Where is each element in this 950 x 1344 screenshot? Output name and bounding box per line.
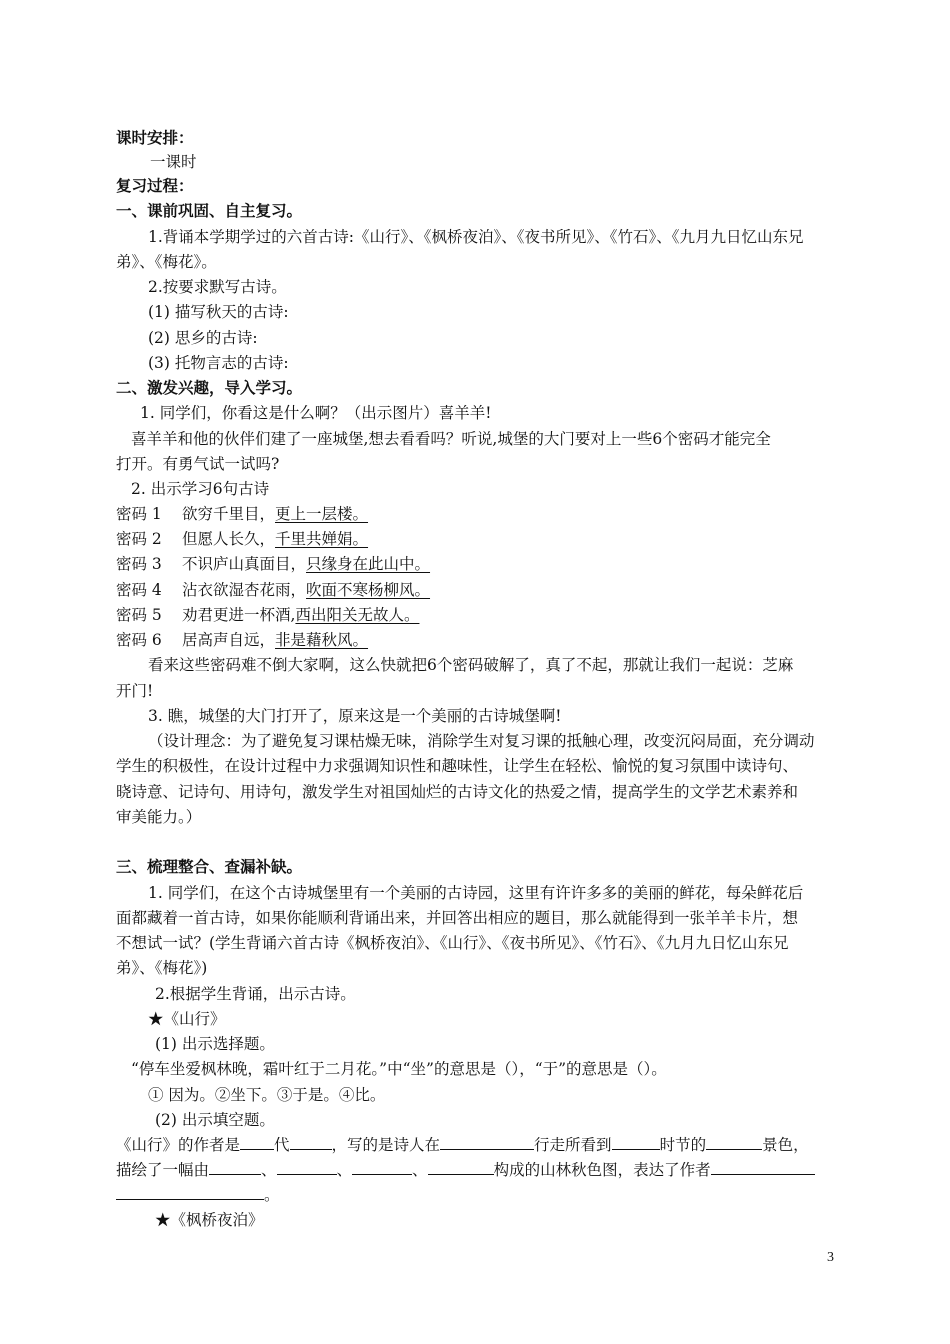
- password-row: [116, 553, 430, 575]
- s2-item3: 3. 瞧，城堡的大门打开了，原来这是一个美丽的古诗城堡啊!: [148, 707, 562, 725]
- blank-season[interactable]: [612, 1134, 660, 1150]
- fill-text: 时节的: [659, 1136, 707, 1154]
- poem-title-shanxing: ★《山行》: [148, 1010, 226, 1028]
- design-note-line2: 学生的积极性，在设计过程中力求强调知识性和趣味性，让学生在轻松、愉悦的复习氛围中读诗句、: [116, 757, 799, 775]
- blank-element[interactable]: [352, 1159, 412, 1175]
- blank-dynasty[interactable]: [240, 1134, 274, 1150]
- s3-p1-line1: 1. 同学们，在这个古诗城堡里有一个美丽的古诗园，这里有许许多多的美丽的鲜花，每朵鲜花后: [148, 884, 804, 902]
- design-note-line4: 审美能力。）: [116, 808, 202, 826]
- s1-sub2: (2) 思乡的古诗:: [148, 329, 258, 347]
- page-number: 3: [827, 1250, 834, 1265]
- q1-text: “停车坐爱枫林晚，霜叶红于二月花。”中“坐”的意思是（），“于”的意思是（）。: [131, 1060, 667, 1078]
- process-heading: 复习过程：: [116, 176, 194, 195]
- fill-text: 代: [274, 1136, 290, 1154]
- password-label: 密码 1: [116, 505, 162, 523]
- fill-text: 构成的山林秋色图，表达了作者: [493, 1161, 711, 1179]
- blank-element[interactable]: [428, 1159, 494, 1175]
- password-row: [116, 503, 368, 525]
- s3-p1-line4: 弟》、《梅花》): [116, 959, 208, 977]
- section-1-title: 一、课前巩固、自主复习。: [116, 201, 303, 220]
- password-label: 密码 2: [116, 530, 162, 548]
- fill-text: 。: [264, 1186, 280, 1204]
- blank-scenery[interactable]: [706, 1134, 762, 1150]
- fill-blank-line1: [116, 1134, 809, 1156]
- s1-sub1: (1) 描写秋天的古诗:: [148, 303, 289, 321]
- password-answer: 更上一层楼。: [275, 505, 369, 523]
- s2-para-line1: 喜羊羊和他的伙伴们建了一座城堡,想去看看吗？听说,城堡的大门要对上一些6个密码才能完全: [131, 430, 771, 448]
- fill-text: 《山行》的作者是: [116, 1136, 241, 1154]
- fill-blank-line3: [116, 1184, 280, 1206]
- password-first-line: 劝君更进一杯酒,: [182, 606, 296, 624]
- blank-author[interactable]: [290, 1134, 332, 1150]
- fill-text: 行走所看到: [534, 1136, 612, 1154]
- schedule-value: 一课时: [150, 153, 197, 171]
- fill-text: 描绘了一幅由: [116, 1161, 210, 1179]
- design-note-line1: （设计理念：为了避免复习课枯燥无味，消除学生对复习课的抵触心理，改变沉闷局面，充分调动: [148, 732, 815, 750]
- section-2-title: 二、激发兴趣，导入学习。: [116, 378, 303, 397]
- fill-text: 、: [336, 1161, 353, 1179]
- blank-place[interactable]: [440, 1134, 534, 1150]
- blank-feeling-continued[interactable]: [116, 1184, 264, 1200]
- s3-p1-line3: 不想试一试？(学生背诵六首古诗《枫桥夜泊》、《山行》、《夜书所见》、《竹石》、《九月九日忆山东兄: [116, 934, 789, 952]
- password-answer: 吹面不寒杨柳风。: [306, 581, 431, 599]
- poem-title-fengqiao: ★《枫桥夜泊》: [155, 1211, 264, 1229]
- fill-text: 景色，: [762, 1136, 809, 1154]
- password-label: 密码 5: [116, 606, 162, 624]
- blank-feeling[interactable]: [711, 1159, 815, 1175]
- schedule-heading: 课时安排：: [116, 128, 194, 147]
- password-row: [116, 629, 368, 651]
- password-label: 密码 4: [116, 581, 162, 599]
- s2-para-line2: 打开。有勇气试一试吗?: [116, 455, 280, 473]
- fill-text: ，写的是诗人在: [331, 1136, 441, 1154]
- password-answer: 西出阳关无故人。: [295, 606, 420, 624]
- password-row: [116, 579, 430, 601]
- s1-item2: 2.按要求默写古诗。: [148, 278, 287, 296]
- password-first-line: 沾衣欲湿杏花雨，: [182, 581, 307, 599]
- s2-after-line1: 看来这些密码难不倒大家啊，这么快就把6个密码破解了，真了不起，那就让我们一起说：芝麻: [148, 656, 794, 674]
- password-first-line: 欲穷千里目，: [182, 505, 276, 523]
- password-answer: 非是藉秋风。: [275, 631, 369, 649]
- s3-p1-line2: 面都藏着一首古诗，如果你能顺利背诵出来，并回答出相应的题目，那么就能得到一张羊羊卡片，想: [116, 909, 799, 927]
- password-first-line: 居高声自远，: [182, 631, 276, 649]
- password-row: [116, 528, 368, 550]
- blank-element[interactable]: [209, 1159, 261, 1175]
- password-row: [116, 604, 419, 626]
- design-note-line3: 晓诗意、记诗句、用诗句，激发学生对祖国灿烂的古诗文化的热爱之情，提高学生的文学艺术素养和: [116, 783, 799, 801]
- blank-element[interactable]: [277, 1159, 337, 1175]
- q2-title: (2) 出示填空题。: [155, 1111, 275, 1129]
- s1-sub3: (3) 托物言志的古诗:: [148, 354, 289, 372]
- password-first-line: 不识庐山真面目，: [182, 555, 307, 573]
- s2-item1: 1. 同学们，你看这是什么啊？（出示图片）喜羊羊!: [140, 404, 492, 422]
- s2-item2: 2. 出示学习6句古诗: [131, 480, 270, 498]
- s1-item1-line2: 弟》、《梅花》。: [116, 253, 217, 271]
- password-label: 密码 3: [116, 555, 162, 573]
- password-answer: 只缘身在此山中。: [306, 555, 431, 573]
- password-label: 密码 6: [116, 631, 162, 649]
- fill-text: 、: [261, 1161, 277, 1179]
- fill-text: 、: [412, 1161, 428, 1179]
- q1-title: (1) 出示选择题。: [155, 1035, 275, 1053]
- password-first-line: 但愿人长久，: [182, 530, 276, 548]
- s2-after-line2: 开门!: [116, 682, 154, 700]
- q1-options: ① 因为。②坐下。③于是。④比。: [148, 1086, 386, 1104]
- password-answer: 千里共婵娟。: [275, 530, 369, 548]
- s1-item1-line1: 1.背诵本学期学过的六首古诗:《山行》、《枫桥夜泊》、《夜书所见》、《竹石》、《九月九日忆山东兄: [148, 228, 804, 246]
- s3-p2: 2.根据学生背诵，出示古诗。: [155, 985, 356, 1003]
- fill-blank-line2: [116, 1159, 815, 1181]
- section-3-title: 三、梳理整合、查漏补缺。: [116, 857, 303, 876]
